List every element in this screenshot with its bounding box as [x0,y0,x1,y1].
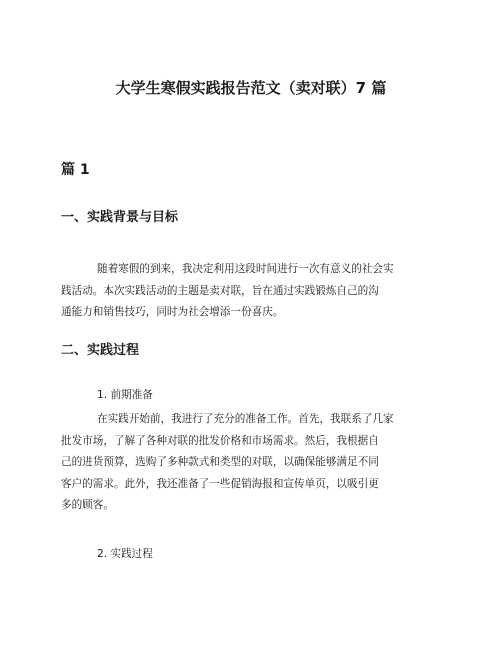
subheading-practice: 2. 实践过程 [97,548,153,560]
paragraph-line: 在实践开始前，我进行了充分的准备工作。首先，我联系了几家 [97,413,394,425]
paragraph-line: 随着寒假的到来，我决定利用这段时间进行一次有意义的社会实 [97,263,394,275]
document-title: 大学生寒假实践报告范文（卖对联）7 篇 [115,79,387,97]
paragraph-line: 客户的需求。此外，我还准备了一些促销海报和宣传单页，以吸引更 [61,477,379,490]
paragraph-background [61,259,441,324]
paragraph-line: 批发市场，了解了各种对联的批发价格和市场需求。然后，我根据自 [61,434,379,447]
section-heading-background: 一、实践背景与目标 [61,210,179,225]
subheading-preparation: 1. 前期准备 [97,389,153,401]
part-heading: 篇 1 [61,162,90,178]
paragraph-line: 通能力和销售技巧，同时为社会增添一份喜庆。 [61,306,284,318]
paragraph-line: 多的顾客。 [61,499,114,511]
paragraph-line: 己的进货预算，选购了多种款式和类型的对联，以确保能够满足不同 [61,456,379,468]
paragraph-preparation [61,409,441,517]
paragraph-line: 践活动。本次实践活动的主题是卖对联，旨在通过实践锻炼自己的沟 [61,284,379,297]
section-heading-process: 二、实践过程 [61,343,140,358]
